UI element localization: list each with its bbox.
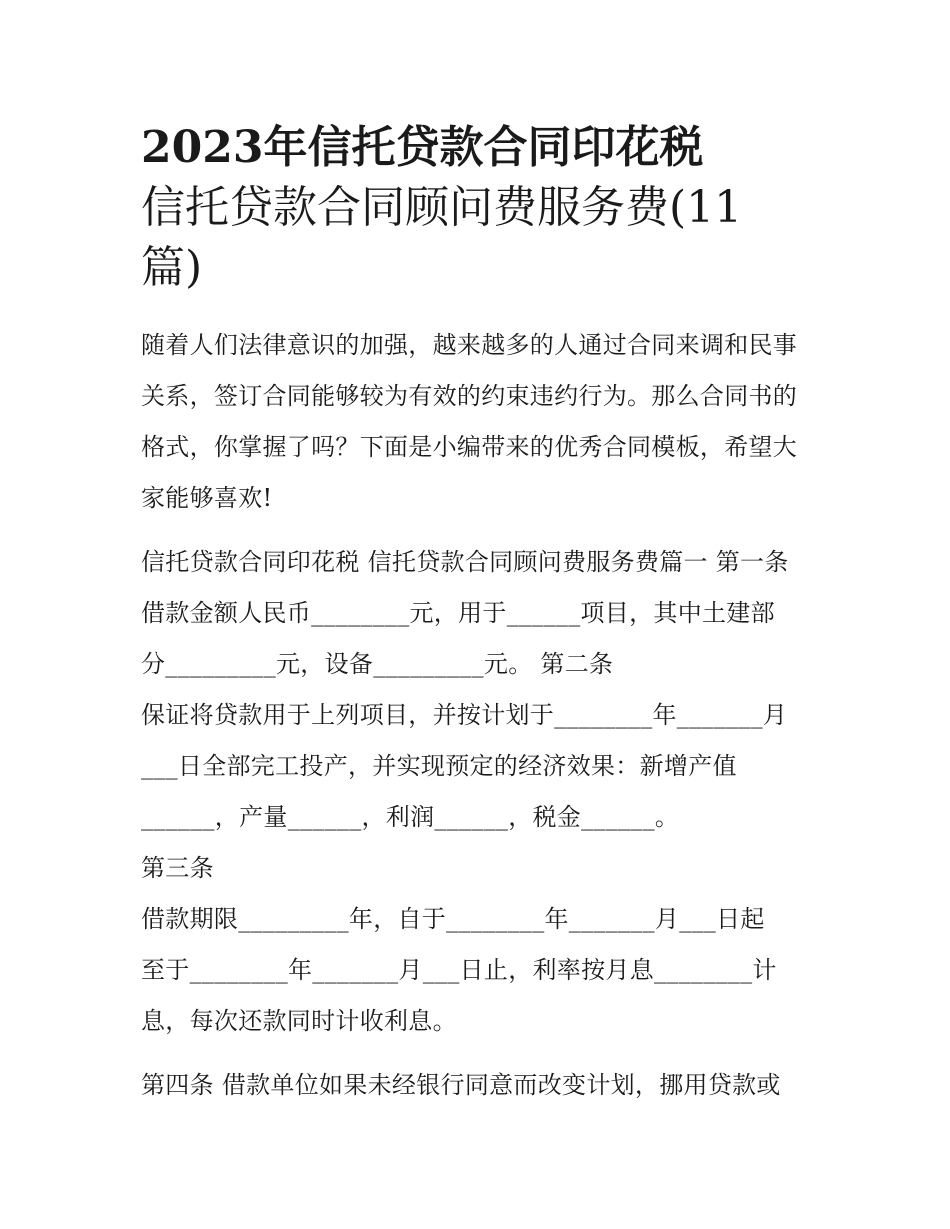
- text-line: 随着人们法律意识的加强，越来越多的人通过合同来调和民事: [141, 331, 798, 359]
- contract-clauses-paragraph: [141, 537, 821, 1047]
- title-line: 篇): [141, 242, 203, 293]
- text-line: 借款期限_________年，自于________年_______月___日起: [141, 905, 765, 933]
- clause-four-paragraph: [141, 1060, 821, 1111]
- text-line: 格式，你掌握了吗？下面是小编带来的优秀合同模板，希望大: [141, 433, 798, 461]
- text-line: 至于________年_______月___日止，利率按月息________计: [141, 956, 777, 984]
- title-line: 信托贷款合同顾问费服务费(11: [141, 182, 743, 233]
- text-line: ______，产量______，利润______，税金______。: [141, 803, 680, 831]
- intro-paragraph: [141, 320, 821, 524]
- text-line: 息，每次还款同时计收利息。: [141, 1007, 457, 1035]
- text-line: 第三条: [141, 854, 214, 882]
- text-line: 保证将贷款用于上列项目，并按计划于________年_______月: [141, 701, 788, 729]
- text-line: 分_________元，设备_________元。 第二条: [141, 650, 614, 678]
- text-line: 信托贷款合同印花税 信托贷款合同顾问费服务费篇一 第一条: [141, 548, 789, 576]
- title-line: 2023年信托贷款合同印花税: [141, 122, 704, 173]
- document-title: [141, 118, 821, 298]
- text-line: 关系，签订合同能够较为有效的约束违约行为。那么合同书的: [141, 382, 798, 410]
- text-line: 第四条 借款单位如果未经银行同意而改变计划，挪用贷款或: [141, 1071, 781, 1099]
- text-line: 家能够喜欢!: [141, 484, 273, 512]
- text-line: ___日全部完工投产，并实现预定的经济效果：新增产值: [141, 752, 737, 780]
- document-page: [141, 118, 821, 1124]
- text-line: 借款金额人民币________元，用于______项目，其中土建部: [141, 599, 775, 627]
